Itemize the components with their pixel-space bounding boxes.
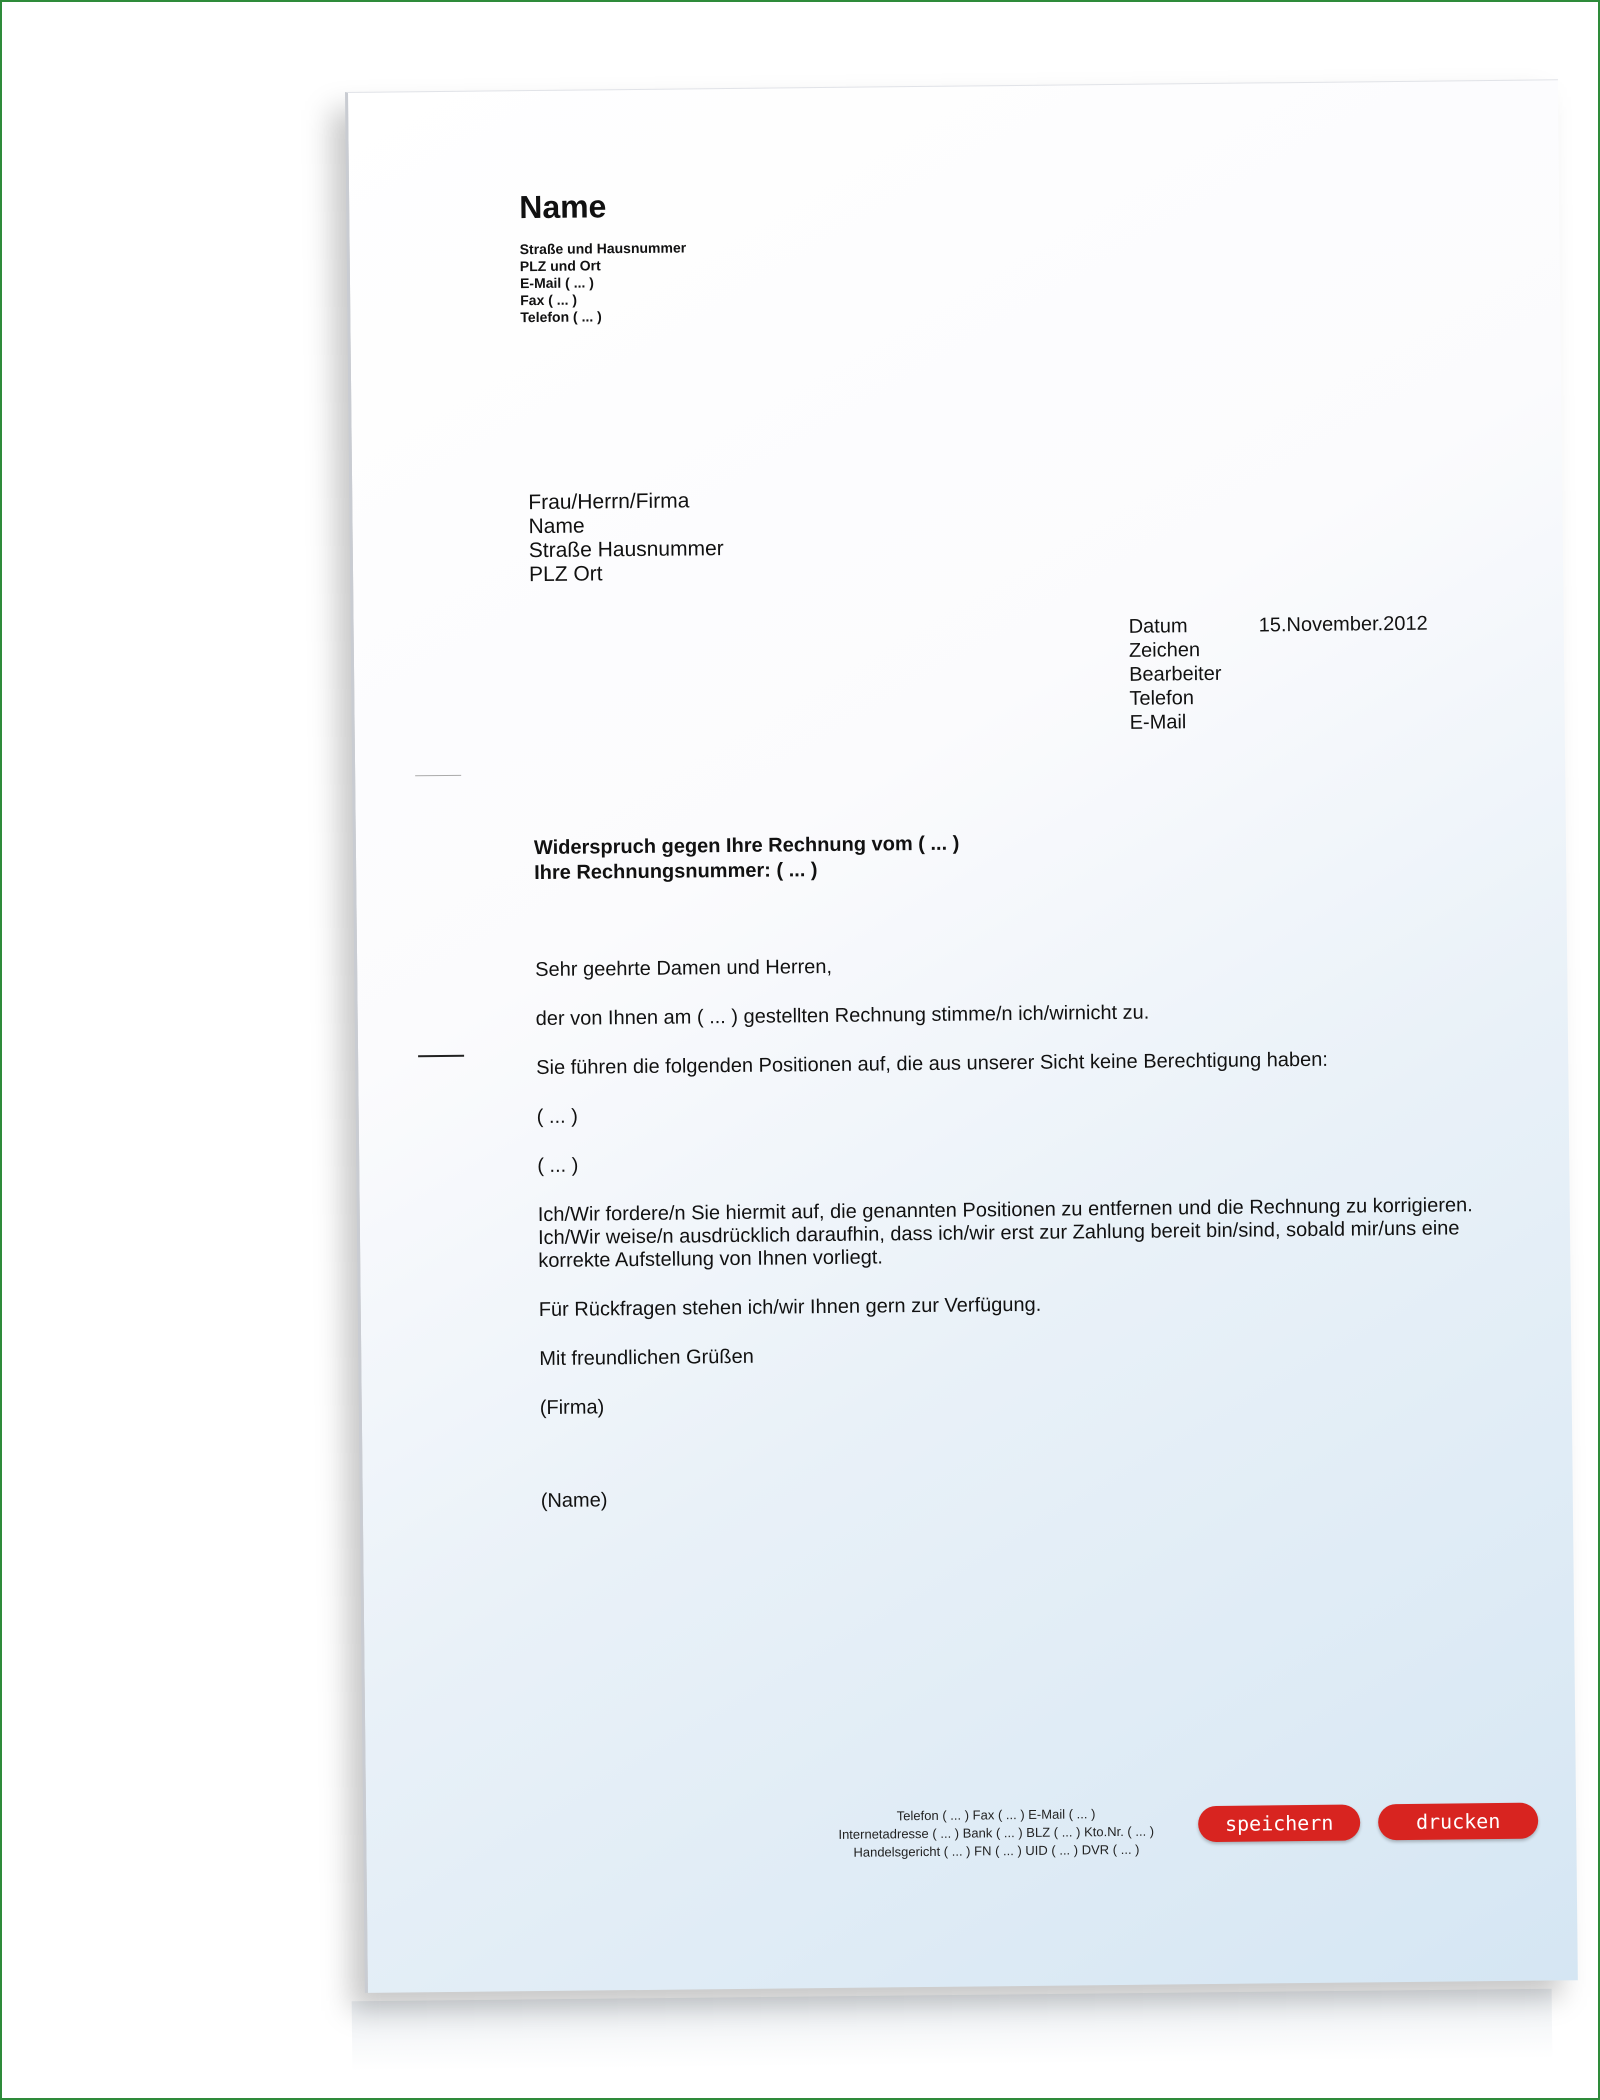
recipient-street: Straße Hausnummer [528,537,724,563]
recipient-name: Name [528,514,585,539]
body-item-1: ( ... ) [536,1105,578,1129]
recipient-salutation: Frau/Herrn/Firma [528,489,690,515]
meta-reference-row [1129,636,1428,663]
footer-contact-block [806,1804,1187,1862]
letter-body [535,949,1481,1539]
fold-mark-top [415,775,461,776]
sender-name: Name [519,188,607,226]
meta-email-label: E-Mail [1129,711,1187,734]
meta-date-row [1129,612,1428,639]
sender-fax: Fax ( ... ) [520,291,578,309]
body-company: (Firma) [539,1396,605,1420]
meta-clerk-row [1129,660,1428,687]
subject-line-2: Ihre Rechnungsnummer: ( ... ) [534,859,818,885]
meta-clerk-label: Bearbeiter [1129,662,1222,686]
document-page [345,79,1578,1993]
meta-phone-row [1129,684,1428,711]
body-item-2: ( ... ) [537,1154,579,1178]
body-closing: Mit freundlichen Grüßen [539,1345,754,1371]
sender-address-block [520,239,687,326]
footer-line-2: Internetadresse ( ... ) Bank ( ... ) BLZ ( ... ) Kto.Nr. ( ... ) [838,1823,1155,1842]
body-salutation: Sehr geehrte Damen und Herren, [535,955,833,982]
save-button[interactable]: speichern [1198,1804,1360,1842]
footer-line-3: Handelsgericht ( ... ) FN ( ... ) UID ( ... ) DVR ( ... ) [853,1841,1140,1860]
sender-zip-city: PLZ und Ort [519,257,601,275]
subject-block [534,832,960,886]
meta-reference-label: Zeichen [1128,639,1201,662]
body-paragraph-2: Sie führen die folgenden Positionen auf, die aus unserer Sicht keine Berechtigung haben: [536,1048,1328,1080]
recipient-zip-city: PLZ Ort [528,562,603,587]
letter-meta-block [1129,612,1429,735]
meta-phone-label: Telefon [1129,687,1195,710]
body-signer: (Name) [540,1489,608,1513]
meta-date-label: Datum [1128,615,1188,638]
sender-email: E-Mail ( ... ) [519,274,594,292]
meta-email-row [1130,708,1429,735]
meta-date-value: 15.November.2012 [1258,612,1428,637]
body-paragraph-4: Für Rückfragen stehen ich/wir Ihnen gern zur Verfügung. [538,1293,1042,1322]
sender-phone: Telefon ( ... ) [520,308,602,326]
document-page-wrapper [345,79,1575,1992]
punch-mark [418,1055,464,1057]
body-paragraph-3: Ich/Wir fordere/n Sie hiermit auf, die genannten Positionen zu entfernen und die Rechnung zu korrigieren. Ich/Wir weise/n ausdrücklich daraufhin, dass ich/wir erst zur Zahlung bereit bin/sind, sobald mir/uns eine korrekte Aufstellung von Ihnen vorliegt. [537,1194,1473,1273]
subject-line-1: Widerspruch gegen Ihre Rechnung vom ( ... ) [533,832,960,860]
body-paragraph-1: der von Ihnen am ( ... ) gestellten Rechnung stimme/n ich/wirnicht zu. [535,1001,1150,1031]
footer-line-1: Telefon ( ... ) Fax ( ... ) E-Mail ( ... ) [896,1806,1096,1824]
recipient-address-block [528,489,724,587]
sender-street: Straße und Hausnummer [519,239,687,258]
print-button[interactable]: drucken [1378,1803,1538,1841]
